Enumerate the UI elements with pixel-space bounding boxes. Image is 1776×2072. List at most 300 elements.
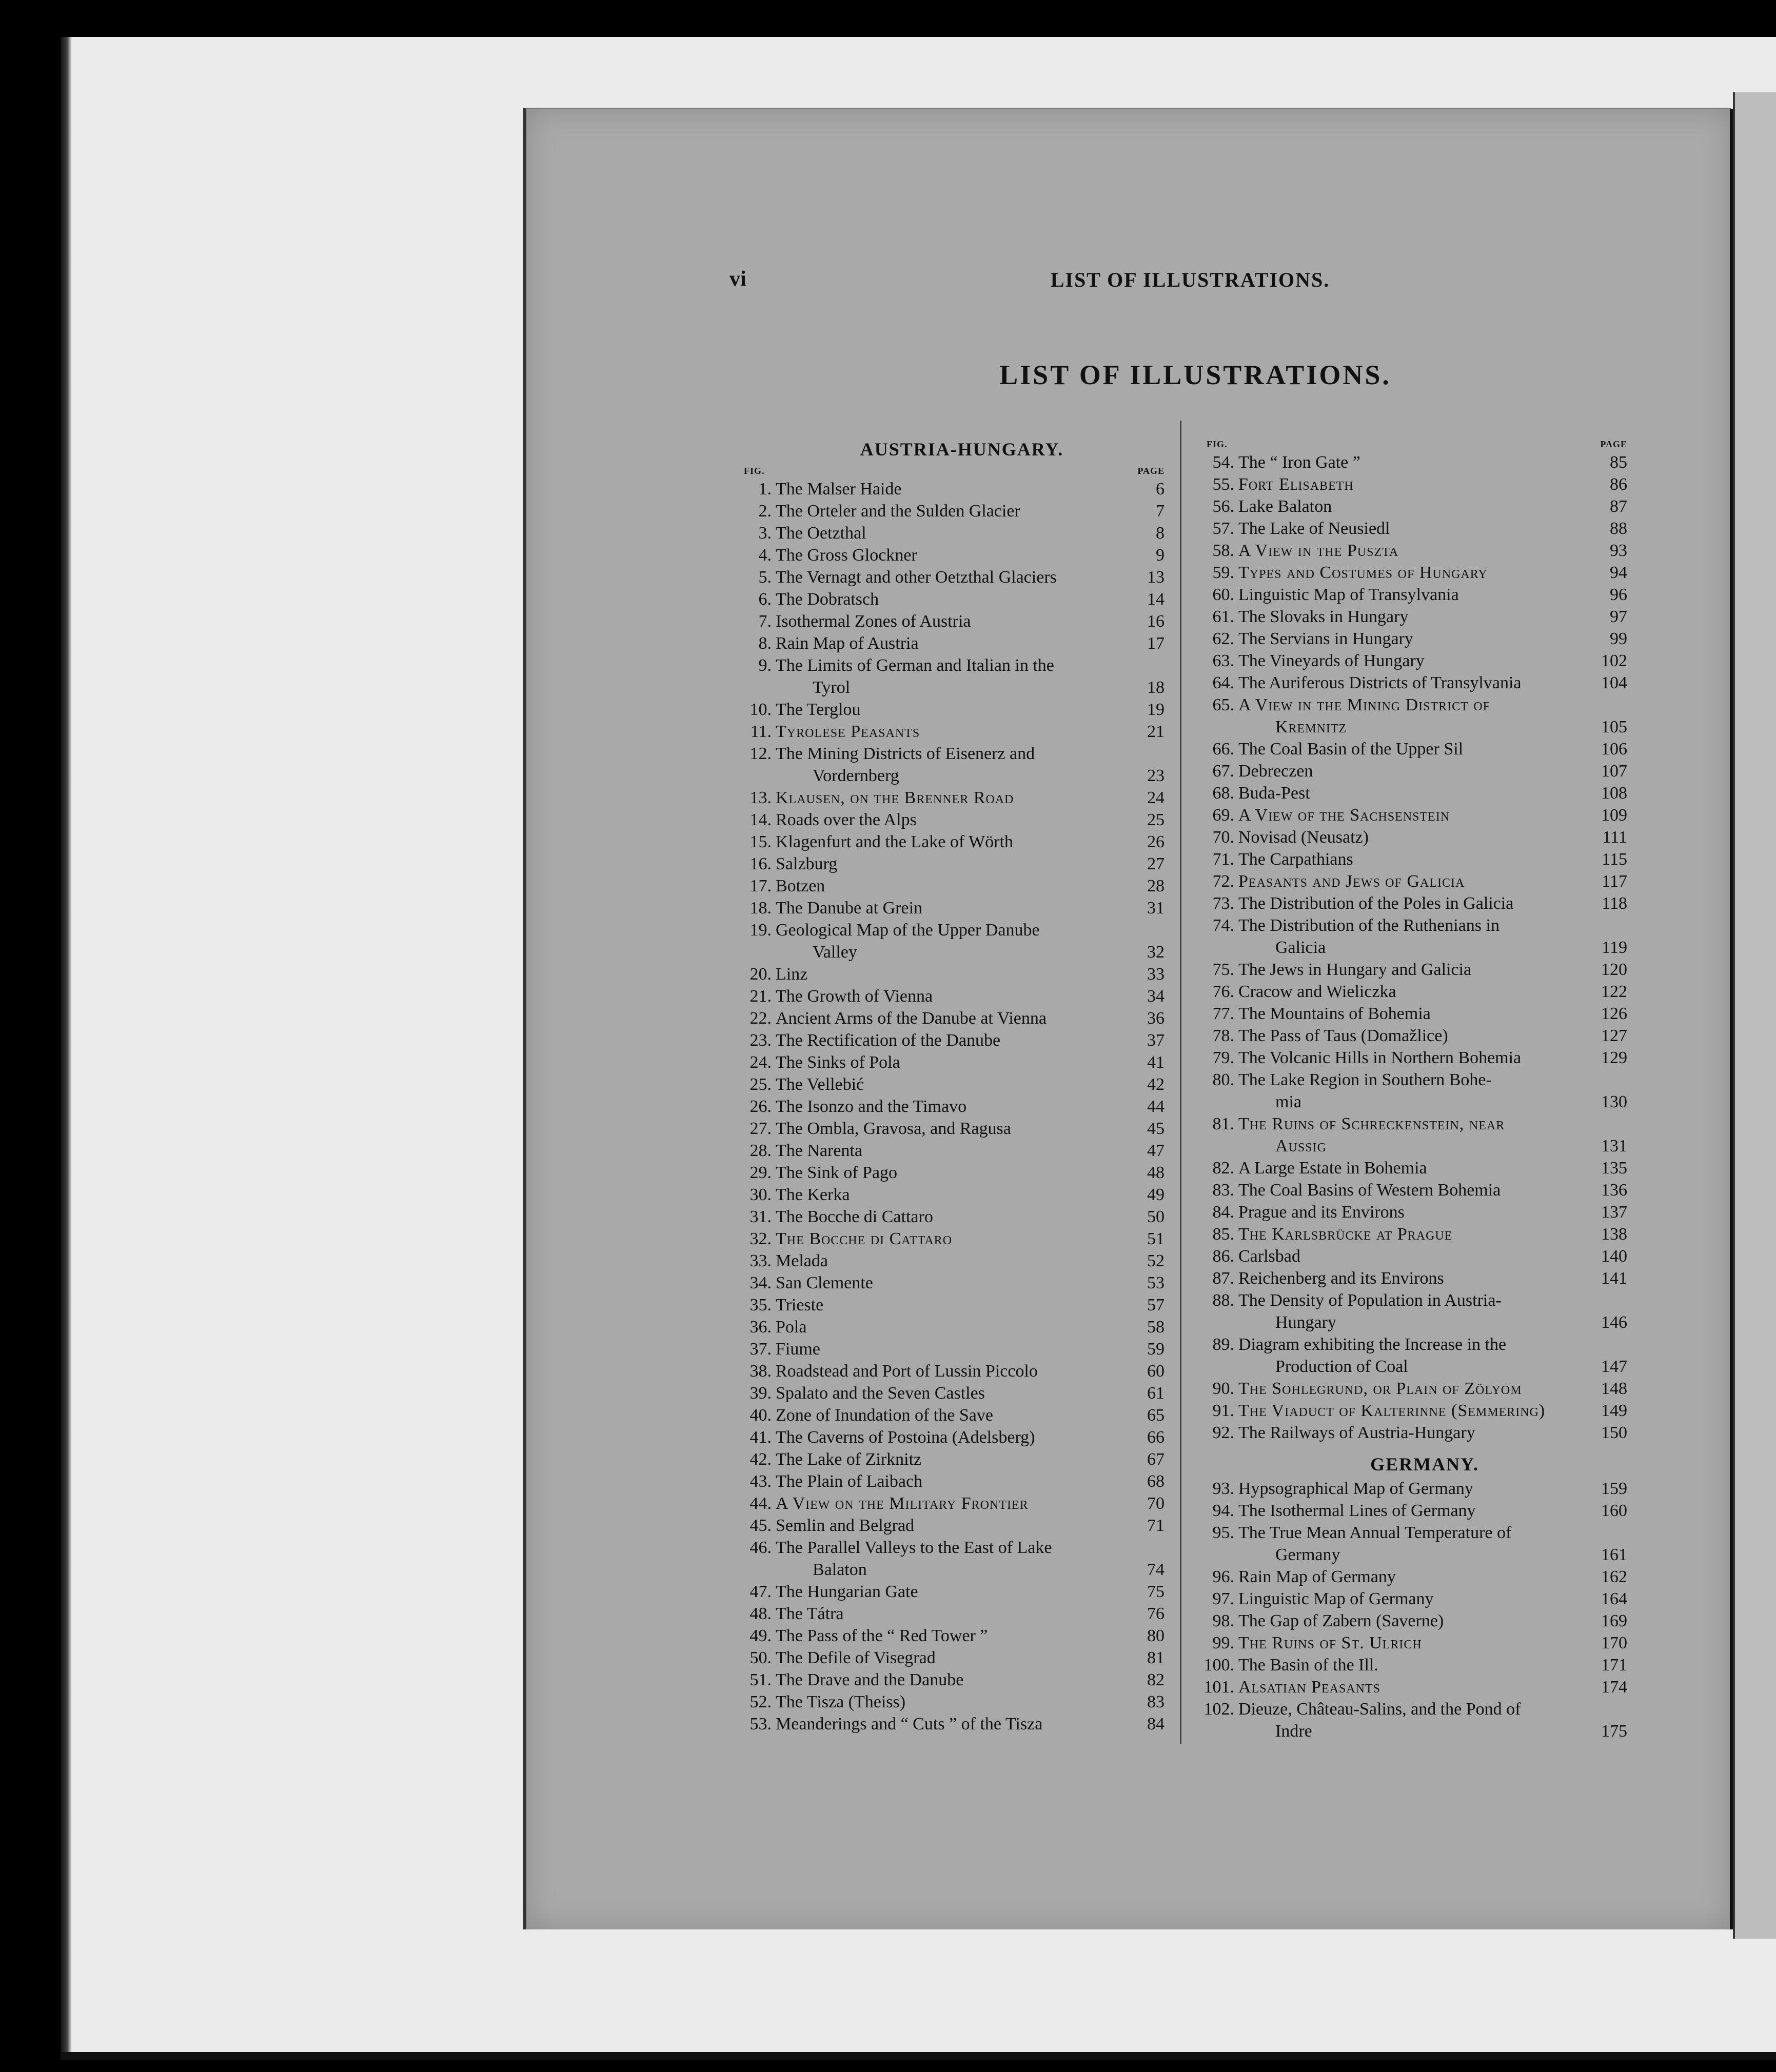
figure-title: The Isonzo and the Timavo: [776, 1097, 967, 1116]
page-reference: 41: [1147, 1053, 1165, 1072]
list-item: [739, 1073, 1165, 1095]
figure-title: The Slovaks in Hungary: [1238, 607, 1409, 626]
figure-title: The Mining Districts of Eisenerz and: [776, 744, 1035, 763]
figure-number: 35.: [749, 1296, 772, 1314]
page-reference: 126: [1601, 1004, 1627, 1023]
list-item: [739, 1007, 1165, 1029]
column-divider: [1180, 421, 1181, 1744]
figure-number: 83.: [1212, 1181, 1234, 1200]
page-reference: 160: [1601, 1501, 1627, 1520]
figure-number: 96.: [1212, 1567, 1234, 1586]
list-item: [739, 1382, 1165, 1404]
figure-number: 78.: [1212, 1026, 1234, 1045]
list-item: [1201, 826, 1627, 848]
figure-title: Buda-Pest: [1238, 784, 1310, 803]
page-reference: 16: [1147, 612, 1165, 631]
list-item: [739, 963, 1165, 985]
figure-title: The Hungarian Gate: [776, 1582, 918, 1601]
figure-number: 68.: [1212, 784, 1234, 803]
list-item: [739, 985, 1165, 1007]
page-reference: 26: [1147, 832, 1165, 851]
figure-number: 61.: [1212, 607, 1234, 626]
figure-title: Klagenfurt and the Lake of Wörth: [776, 832, 1013, 851]
figure-title: Zone of Inundation of the Save: [776, 1406, 993, 1425]
list-item: [1201, 562, 1627, 584]
figure-title-continuation: Hungary: [1275, 1313, 1336, 1332]
list-item: [739, 500, 1165, 522]
list-item: [1201, 495, 1627, 517]
list-item: [739, 1162, 1165, 1184]
page-reference: 146: [1601, 1313, 1627, 1332]
list-item: [1201, 1267, 1627, 1289]
page-reference: 170: [1601, 1633, 1627, 1652]
figure-number: 38.: [749, 1362, 772, 1381]
figure-title: The Oetzthal: [776, 524, 866, 543]
figure-title: The Defile of Visegrad: [776, 1648, 936, 1667]
figure-title: Salzburg: [776, 854, 838, 873]
list-item: [739, 1140, 1165, 1162]
figure-title: Linguistic Map of Germany: [1238, 1589, 1434, 1608]
list-item: [739, 1029, 1165, 1051]
page-reference: 107: [1601, 762, 1627, 781]
list-item: [1201, 1400, 1627, 1422]
list-item: [739, 1625, 1165, 1647]
figure-title: The “ Iron Gate ”: [1238, 453, 1360, 472]
figure-title: The Vineyards of Hungary: [1238, 651, 1425, 670]
page-reference: 45: [1147, 1119, 1165, 1138]
figure-title: Diagram exhibiting the Increase in the: [1238, 1335, 1507, 1354]
page-reference: 104: [1601, 673, 1627, 692]
figure-number: 7.: [758, 612, 772, 631]
figure-number: 8.: [758, 634, 772, 653]
section-heading-austria-hungary: AUSTRIA-HUNGARY.: [860, 439, 1064, 460]
list-item: [739, 588, 1165, 610]
figure-title: The Ombla, Gravosa, and Ragusa: [776, 1119, 1011, 1138]
fig-header: FIG.: [1207, 439, 1228, 449]
list-item: [1201, 1157, 1627, 1179]
list-item: [739, 897, 1165, 919]
figure-title: The Density of Population in Austria-: [1238, 1291, 1502, 1310]
figure-title: The Danube at Grein: [776, 899, 923, 918]
list-item: [1201, 1113, 1627, 1157]
page-reference: 115: [1602, 850, 1627, 869]
page-reference: 150: [1601, 1423, 1627, 1442]
figure-title: The Growth of Vienna: [776, 987, 933, 1006]
figure-title: The Viaduct of Kalterinne (Semmering): [1238, 1401, 1546, 1420]
figure-number: 74.: [1212, 916, 1234, 935]
list-item: [1201, 584, 1627, 606]
figure-number: 12.: [749, 744, 772, 763]
page-reference: 80: [1147, 1626, 1165, 1645]
figure-number: 73.: [1212, 894, 1234, 913]
list-item: [739, 919, 1165, 963]
page-reference: 148: [1601, 1379, 1627, 1398]
figure-number: 70.: [1212, 828, 1234, 847]
figure-title: A View in the Mining District of: [1238, 695, 1491, 714]
list-item: [739, 853, 1165, 875]
page-reference: 99: [1610, 629, 1627, 648]
page-reference: 106: [1601, 740, 1627, 759]
page-reference: 47: [1147, 1141, 1165, 1160]
figure-number: 102.: [1203, 1700, 1234, 1719]
figure-title: Debreczen: [1238, 762, 1313, 781]
figure-title: The Vernagt and other Oetzthal Glaciers: [776, 568, 1057, 587]
page-reference: 75: [1147, 1582, 1165, 1601]
figure-title-continuation: Aussig: [1275, 1137, 1327, 1155]
list-item: [1201, 606, 1627, 628]
list-item: [1201, 1378, 1627, 1400]
figure-number: 52.: [749, 1692, 772, 1711]
page-title: LIST OF ILLUSTRATIONS.: [999, 360, 1391, 390]
figure-number: 39.: [749, 1384, 772, 1403]
figure-number: 41.: [749, 1428, 772, 1447]
page-reference: 51: [1147, 1229, 1165, 1248]
list-item: [1201, 1179, 1627, 1201]
figure-number: 33.: [749, 1251, 772, 1270]
list-item: [1201, 1676, 1627, 1698]
page-reference: 137: [1601, 1203, 1627, 1222]
list-item: [739, 699, 1165, 721]
figure-number: 6.: [758, 590, 772, 609]
figure-number: 3.: [758, 524, 772, 543]
figure-title: The True Mean Annual Temperature of: [1238, 1523, 1512, 1542]
figure-title: Klausen, on the Brenner Road: [776, 788, 1014, 807]
page-reference: 24: [1147, 788, 1165, 807]
figure-number: 88.: [1212, 1291, 1234, 1310]
figure-number: 89.: [1212, 1335, 1234, 1354]
figure-title: The Plain of Laibach: [776, 1472, 923, 1491]
list-item: [1201, 451, 1627, 473]
figure-number: 40.: [749, 1406, 772, 1425]
figure-number: 99.: [1212, 1633, 1234, 1652]
figure-title: Isothermal Zones of Austria: [776, 612, 971, 631]
page-reference: 136: [1601, 1181, 1627, 1200]
figure-number: 80.: [1212, 1070, 1234, 1089]
list-item: [1201, 914, 1627, 959]
figure-number: 64.: [1212, 673, 1234, 692]
figure-title: Botzen: [776, 876, 825, 895]
figure-number: 59.: [1212, 563, 1234, 582]
figure-title: Linguistic Map of Transylvania: [1238, 585, 1459, 604]
figure-number: 51.: [749, 1670, 772, 1689]
figure-title: The Karlsbrücke at Prague: [1238, 1225, 1453, 1244]
page-reference: 9: [1156, 546, 1165, 565]
figure-number: 56.: [1212, 497, 1234, 516]
figure-title: The Volcanic Hills in Northern Bohemia: [1238, 1048, 1522, 1067]
list-item: [1201, 870, 1627, 892]
figure-number: 44.: [749, 1494, 772, 1513]
figure-number: 97.: [1212, 1589, 1234, 1608]
figure-title: Types and Costumes of Hungary: [1238, 563, 1488, 582]
figure-number: 24.: [749, 1053, 772, 1072]
list-item: [1201, 1588, 1627, 1610]
page-reference: 57: [1147, 1296, 1165, 1314]
figure-title: The Coal Basins of Western Bohemia: [1238, 1181, 1501, 1200]
list-item: [739, 1492, 1165, 1515]
figure-title: The Sohlegrund, or Plain of Zölyom: [1238, 1379, 1522, 1398]
figure-title-continuation: Indre: [1275, 1722, 1312, 1741]
page-header: PAGE: [1137, 466, 1165, 476]
page-reference: 34: [1147, 987, 1165, 1006]
list-item: [739, 1669, 1165, 1691]
figure-number: 90.: [1212, 1379, 1234, 1398]
figure-title: Fort Elisabeth: [1238, 475, 1354, 494]
page-reference: 14: [1147, 590, 1165, 609]
list-item: [1201, 1522, 1627, 1566]
figure-title: The Dobratsch: [776, 590, 879, 609]
figure-number: 100.: [1203, 1656, 1234, 1675]
list-item: [739, 787, 1165, 809]
figure-title: Roadstead and Port of Lussin Piccolo: [776, 1362, 1038, 1381]
figure-number: 1.: [758, 480, 772, 499]
figure-number: 55.: [1212, 475, 1234, 494]
figure-number: 21.: [749, 987, 772, 1006]
figure-number: 45.: [749, 1516, 772, 1535]
list-item: [1201, 981, 1627, 1003]
figure-title: The Basin of the Ill.: [1238, 1656, 1378, 1675]
figure-title-continuation: Production of Coal: [1275, 1357, 1408, 1376]
list-item: [1201, 1478, 1627, 1500]
list-item: [1201, 473, 1627, 495]
figure-title: Spalato and the Seven Castles: [776, 1384, 985, 1403]
column-header: [739, 463, 1165, 478]
figure-number: 19.: [749, 921, 772, 940]
list-item: [1201, 517, 1627, 540]
figure-number: 87.: [1212, 1269, 1234, 1288]
page-reference: 27: [1147, 854, 1165, 873]
page-reference: 42: [1147, 1075, 1165, 1094]
page-reference: 87: [1610, 497, 1627, 516]
list-item: [739, 1294, 1165, 1316]
page-reference: 140: [1601, 1247, 1627, 1266]
figure-number: 86.: [1212, 1247, 1234, 1266]
figure-title: San Clemente: [776, 1273, 873, 1292]
figure-number: 15.: [749, 832, 772, 851]
figure-title: The Rectification of the Danube: [776, 1031, 1001, 1050]
page-number: vi: [729, 267, 746, 291]
figure-title: The Servians in Hungary: [1238, 629, 1413, 648]
page-reference: 122: [1601, 982, 1627, 1001]
page-reference: 138: [1601, 1225, 1627, 1244]
page-reference: 76: [1147, 1604, 1165, 1623]
figure-title: The Tátra: [776, 1604, 844, 1623]
figure-number: 18.: [749, 899, 772, 918]
figure-number: 36.: [749, 1318, 772, 1337]
page-reference: 108: [1601, 784, 1627, 803]
figure-number: 58.: [1212, 541, 1234, 560]
figure-number: 4.: [758, 546, 772, 565]
figure-title: The Sinks of Pola: [776, 1053, 900, 1072]
figure-title: The Gap of Zabern (Saverne): [1238, 1611, 1444, 1630]
figure-title: The Distribution of the Ruthenians in: [1238, 916, 1499, 935]
page-reference: 32: [1147, 943, 1165, 962]
page-reference: 48: [1147, 1163, 1165, 1182]
page-reference: 159: [1601, 1479, 1627, 1498]
figure-number: 28.: [749, 1141, 772, 1160]
list-item: [739, 1537, 1165, 1581]
page-reference: 94: [1610, 563, 1627, 582]
page-reference: 37: [1147, 1031, 1165, 1050]
figure-title: The Mountains of Bohemia: [1238, 1004, 1431, 1023]
figure-number: 10.: [749, 700, 772, 719]
figure-number: 60.: [1212, 585, 1234, 604]
figure-title-continuation: Kremnitz: [1275, 718, 1347, 736]
figure-title: Hypsographical Map of Germany: [1238, 1479, 1473, 1498]
figure-number: 71.: [1212, 850, 1234, 869]
list-item: [1201, 1632, 1627, 1654]
figure-title: The Sink of Pago: [776, 1163, 898, 1182]
figure-title: Geological Map of the Upper Danube: [776, 921, 1040, 940]
figure-number: 20.: [749, 965, 772, 984]
figure-title: The Bocche di Cattaro: [776, 1229, 953, 1248]
figure-title: A Large Estate in Bohemia: [1238, 1159, 1427, 1178]
figure-title: The Gross Glockner: [776, 546, 917, 565]
figure-number: 65.: [1212, 695, 1234, 714]
figure-number: 101.: [1203, 1678, 1234, 1697]
list-item: [739, 1316, 1165, 1338]
figure-number: 42.: [749, 1450, 772, 1469]
left-column: [739, 436, 1165, 1735]
list-item: [739, 1095, 1165, 1118]
list-item: [739, 1228, 1165, 1250]
figure-number: 31.: [749, 1207, 772, 1226]
figure-number: 82.: [1212, 1159, 1234, 1178]
figure-title: Tyrolese Peasants: [776, 722, 920, 741]
figure-title: The Terglou: [776, 700, 861, 719]
figure-title: Fiume: [776, 1340, 820, 1359]
figure-number: 48.: [749, 1604, 772, 1623]
page-reference: 49: [1147, 1185, 1165, 1204]
page-reference: 171: [1601, 1656, 1627, 1675]
figure-number: 47.: [749, 1582, 772, 1601]
figure-title: Semlin and Belgrad: [776, 1516, 915, 1535]
list-item: [1201, 1566, 1627, 1588]
figure-number: 5.: [758, 568, 772, 587]
page-reference: 23: [1147, 766, 1165, 785]
figure-title: Dieuze, Château-Salins, and the Pond of: [1238, 1700, 1521, 1719]
page-reference: 21: [1147, 722, 1165, 741]
page-reference: 65: [1147, 1406, 1165, 1425]
page-reference: 74: [1147, 1560, 1165, 1579]
figure-number: 93.: [1212, 1479, 1234, 1498]
figure-title: A View in the Puszta: [1238, 541, 1399, 560]
page-reference: 174: [1601, 1678, 1627, 1697]
right-column: [1201, 436, 1627, 1742]
figure-title-continuation: mia: [1275, 1092, 1301, 1111]
list-item: [1201, 1047, 1627, 1069]
list-item: [739, 522, 1165, 544]
figure-number: 22.: [749, 1009, 772, 1028]
page-reference: 83: [1147, 1692, 1165, 1711]
figure-title: The Jews in Hungary and Galicia: [1238, 960, 1472, 979]
figure-title: The Ruins of Schreckenstein, near: [1238, 1114, 1505, 1133]
list-item: [739, 1426, 1165, 1448]
figure-number: 50.: [749, 1648, 772, 1667]
figure-title: A View on the Military Frontier: [776, 1494, 1029, 1513]
section-heading-germany: GERMANY.: [1370, 1454, 1479, 1475]
figure-title: The Vellebić: [776, 1075, 864, 1094]
list-item: [1201, 1201, 1627, 1223]
list-item: [1201, 1025, 1627, 1047]
page-reference: 17: [1147, 634, 1165, 653]
page-reference: 96: [1610, 585, 1627, 604]
page-reference: 66: [1147, 1428, 1165, 1447]
list-item: [739, 654, 1165, 699]
list-item: [739, 721, 1165, 743]
figure-number: 29.: [749, 1163, 772, 1182]
page-reference: 28: [1147, 876, 1165, 895]
list-item: [1201, 628, 1627, 650]
page-reference: 36: [1147, 1009, 1165, 1028]
list-item: [739, 1647, 1165, 1669]
figure-title: The Railways of Austria-Hungary: [1238, 1423, 1475, 1442]
list-item: [1201, 1610, 1627, 1632]
figure-number: 53.: [749, 1715, 772, 1734]
list-item: [739, 743, 1165, 787]
figure-number: 66.: [1212, 740, 1234, 759]
figure-title-continuation: Valley: [813, 943, 857, 962]
list-item: [739, 1691, 1165, 1713]
page-reference: 164: [1601, 1589, 1627, 1608]
page-reference: 135: [1601, 1159, 1627, 1178]
page-reference: 67: [1147, 1450, 1165, 1469]
figure-title: Alsatian Peasants: [1238, 1678, 1380, 1697]
page-reference: 97: [1610, 607, 1627, 626]
figure-number: 67.: [1212, 762, 1234, 781]
figure-title: The Parallel Valleys to the East of Lake: [776, 1538, 1052, 1557]
page-reference: 70: [1147, 1494, 1165, 1513]
illustration-list-left: [739, 478, 1165, 1735]
list-item: [739, 1515, 1165, 1537]
page-reference: 149: [1601, 1401, 1627, 1420]
figure-number: 75.: [1212, 960, 1234, 979]
list-item: [1201, 782, 1627, 804]
list-item: [739, 632, 1165, 654]
list-item: [1201, 804, 1627, 826]
page-reference: 18: [1147, 678, 1165, 697]
figure-number: 94.: [1212, 1501, 1234, 1520]
figure-title: Linz: [776, 965, 808, 984]
list-item: [739, 1206, 1165, 1228]
figure-number: 63.: [1212, 651, 1234, 670]
list-item: [739, 1360, 1165, 1382]
figure-title: Rain Map of Germany: [1238, 1567, 1396, 1586]
list-item: [1201, 540, 1627, 562]
list-item: [1201, 1245, 1627, 1267]
list-item: [1201, 1069, 1627, 1113]
page-reference: 118: [1602, 894, 1627, 913]
list-item: [739, 1404, 1165, 1426]
list-item: [739, 1581, 1165, 1603]
figure-number: 98.: [1212, 1611, 1234, 1630]
figure-title: The Orteler and the Sulden Glacier: [776, 502, 1020, 521]
figure-title: Lake Balaton: [1238, 497, 1332, 516]
list-item: [1201, 1500, 1627, 1522]
figure-number: 9.: [758, 656, 772, 675]
page-reference: 111: [1602, 828, 1627, 847]
figure-title-continuation: Tyrol: [813, 678, 851, 697]
fig-header: FIG.: [744, 466, 765, 476]
figure-title: A View of the Sachsenstein: [1238, 806, 1450, 825]
page-reference: 162: [1601, 1567, 1627, 1586]
page-reference: 130: [1601, 1092, 1627, 1111]
page-reference: 19: [1147, 700, 1165, 719]
list-item: [739, 1184, 1165, 1206]
figure-title: Meanderings and “ Cuts ” of the Tisza: [776, 1715, 1043, 1734]
figure-number: 11.: [750, 722, 772, 741]
list-item: [739, 1603, 1165, 1625]
figure-number: 57.: [1212, 519, 1234, 538]
